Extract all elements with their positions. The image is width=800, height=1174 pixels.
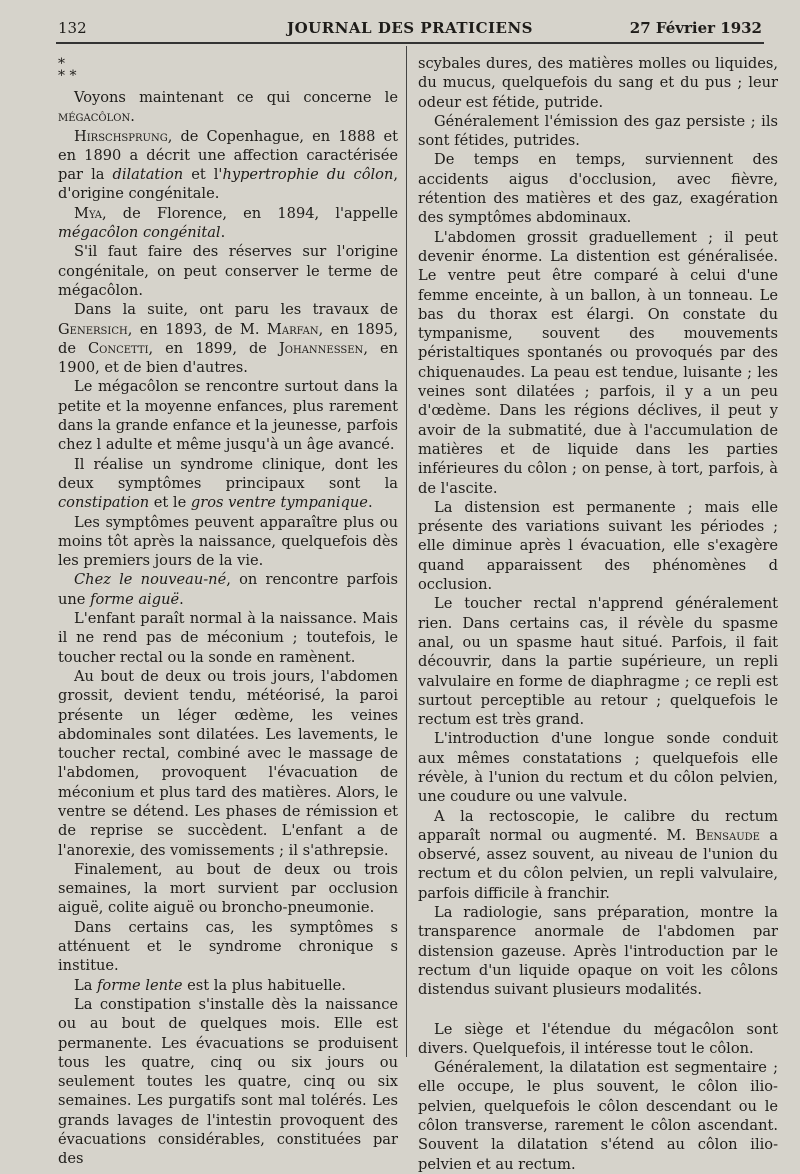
issue-date: 27 Février 1932 — [629, 19, 762, 37]
paragraph: Au bout de deux ou trois jours, l'abdomen grossit, devient tendu, météorisé, la paroi présente un léger œdème, les veines abdominales sont dilatées. Les lavements, le toucher rectal, combiné avec le massage de l'abdomen, provoquent l'évacuation de méconium et plus tard des matières. Alors, le ventre se détend. Les phases de rémission et de reprise se succèdent. L'enfant a de l'anorexie, des vomissements ; il s'athrepsie. — [58, 667, 398, 859]
page-header — [58, 17, 762, 41]
paragraph: Généralement, la dilatation est segmentaire ; elle occupe, le plus souvent, le côlon ilio-pelvien, quelquefois le côlon descendant ou le côlon transverse, rarement le côlon ascendant. Souvent la dilatation s'étend au côlon ilio-pelvien et au rectum. — [418, 1059, 778, 1173]
paragraph: A la rectoscopie, le calibre du rectum apparaît normal ou augmenté. M. Bensaude a observé, assez souvent, au niveau de l'union du rectum et du côlon pelvien, un repli valvulaire, parfois difficile à franchir. — [418, 807, 778, 902]
paragraph: Les symptômes peuvent apparaître plus ou moins tôt après la naissance, quelquefois dès les premiers jours de la vie. — [58, 513, 398, 570]
header-rule — [56, 42, 764, 44]
paragraph: Généralement l'émission des gaz persiste ; ils sont fétides, putrides. — [418, 112, 778, 150]
author-name: Hirschsprung — [74, 127, 168, 145]
author-name: Concetti — [87, 339, 149, 357]
author-name: Bensaude — [695, 826, 760, 844]
asterism-bottom: * * — [58, 68, 77, 84]
paragraph: L'abdomen grossit graduellement ; il peut devenir énorme. La distention est généralisée. Le ventre peut être comparé à celui d'une femme enceinte, à un ballon, à un tonneau. Le bas du thorax est élargi. On constate du tympanisme, souvent des mouvements péristaltiques spontanés ou provoqués par des chiquenaudes. La peau est tendue, luisante ; les veines sont dilatées ; parfois, il y a un peu d'œdème. Dans les régions déclives, il peut y avoir de la submatité, due à l'accumulation de matières et de liquide dans les parties inférieures du côlon ; on pense, à tort, parfois, à de l'ascite. — [418, 228, 778, 497]
section-asterism — [58, 54, 398, 88]
paragraph: La constipation s'installe dès la naissance ou au bout de quelques mois. Elle est permanente. Les évacuations se produisent tous les quatre, cinq ou six jours ou seulement toutes les quatre, cinq ou six semaines. Les purgatifs sont mal tolérés. Les grands lavages de l'intestin provoquent des évacuations considérables, constituées par des — [58, 995, 398, 1168]
left-column — [58, 54, 398, 1169]
paragraph: Le siège et l'étendue du mégacôlon sont divers. Quelquefois, il intéresse tout le côlon. — [418, 1020, 778, 1057]
paragraph: Le toucher rectal n'apprend généralement rien. Dans certains cas, il révèle du spasme anal, ou un spasme haut situé. Parfois, il fait découvrir, dans la partie supérieure, un repli valvulaire en forme de diaphragme ; ce repli est surtout perceptible au retour ; quelquefois le rectum est très grand. — [418, 595, 778, 729]
paragraph: Dans la suite, ont paru les travaux de Genersich, en 1893, de M. Marfan, en 1895, de Concetti, en 1899, de Johannessen, en 1900, et de bien d'autres. — [58, 301, 398, 377]
author-name: Genersich — [58, 320, 128, 338]
asterism-top: * — [58, 56, 65, 72]
right-column — [418, 54, 778, 1174]
paragraph: Dans certains cas, les symptômes s atténuent et le syndrome chronique s institue. — [58, 918, 398, 975]
page-number: 132 — [58, 19, 87, 37]
section-gap — [418, 1000, 778, 1020]
author-name: Marfan — [266, 320, 319, 338]
paragraph: De temps en temps, surviennent des accidents aigus d'occlusion, avec fièvre, rétention des matières et des gaz, exagération des symptômes abdominaux. — [418, 151, 778, 227]
author-name: Johannessen — [278, 339, 364, 357]
paragraph: Mya, de Florence, en 1894, l'appelle mégacôlon congénital. — [58, 204, 398, 242]
author-name: Mya — [74, 204, 102, 222]
paragraph: Le mégacôlon se rencontre surtout dans la petite et la moyenne enfances, plus rarement dans la grande enfance et la jeunesse, parfois chez l adulte et même jusqu'à un âge avancé. — [58, 378, 398, 454]
paragraph: Il réalise un syndrome clinique, dont les deux symptômes principaux sont la constipation et le gros ventre tympanique. — [58, 455, 398, 512]
column-divider — [406, 46, 407, 1057]
paragraph: S'il faut faire des réserves sur l'origine congénitale, on peut conserver le terme de mégacôlon. — [58, 243, 398, 299]
paragraph: scybales dures, des matières molles ou liquides, du mucus, quelquefois du sang et du pus ; leur odeur est fétide, putride. — [418, 55, 778, 111]
paragraph: La forme lente est la plus habituelle. — [74, 976, 346, 994]
journal-title: JOURNAL DES PRATICIENS — [287, 19, 533, 37]
paragraph: L'introduction d'une longue sonde conduit aux mêmes constatations ; quelquefois elle révèle, à l'union du rectum et du côlon pelvien, une coudure ou une valvule. — [418, 730, 778, 806]
paragraph: Hirschsprung, de Copenhague, en 1888 et en 1890 a décrit une affection caractérisée par la dilatation et l'hypertrophie du côlon, d'origine congénitale. — [58, 127, 398, 203]
paragraph: La distension est permanente ; mais elle présente des variations suivant les périodes ; elle diminue après l évacuation, elle s'exagère quand apparaissent des phénomènes d occlusion. — [418, 498, 778, 594]
paragraph: Voyons maintenant ce qui concerne le mégacôlon. — [58, 89, 398, 126]
paragraph: La radiologie, sans préparation, montre la transparence anormale de l'abdomen par distension gazeuse. Après l'introduction par le rectum d'un liquide opaque on voit les côlons distendus suivant plusieurs modalités. — [418, 904, 778, 999]
paragraph: L'enfant paraît normal à la naissance. Mais il ne rend pas de méconium ; toutefois, le toucher rectal ou la sonde en ramènent. — [58, 610, 398, 666]
paragraph: Finalement, au bout de deux ou trois semaines, la mort survient par occlusion aiguë, colite aiguë ou broncho-pneumonie. — [58, 860, 398, 917]
paragraph: Chez le nouveau-né, on rencontre parfois une forme aiguë. — [58, 571, 398, 608]
